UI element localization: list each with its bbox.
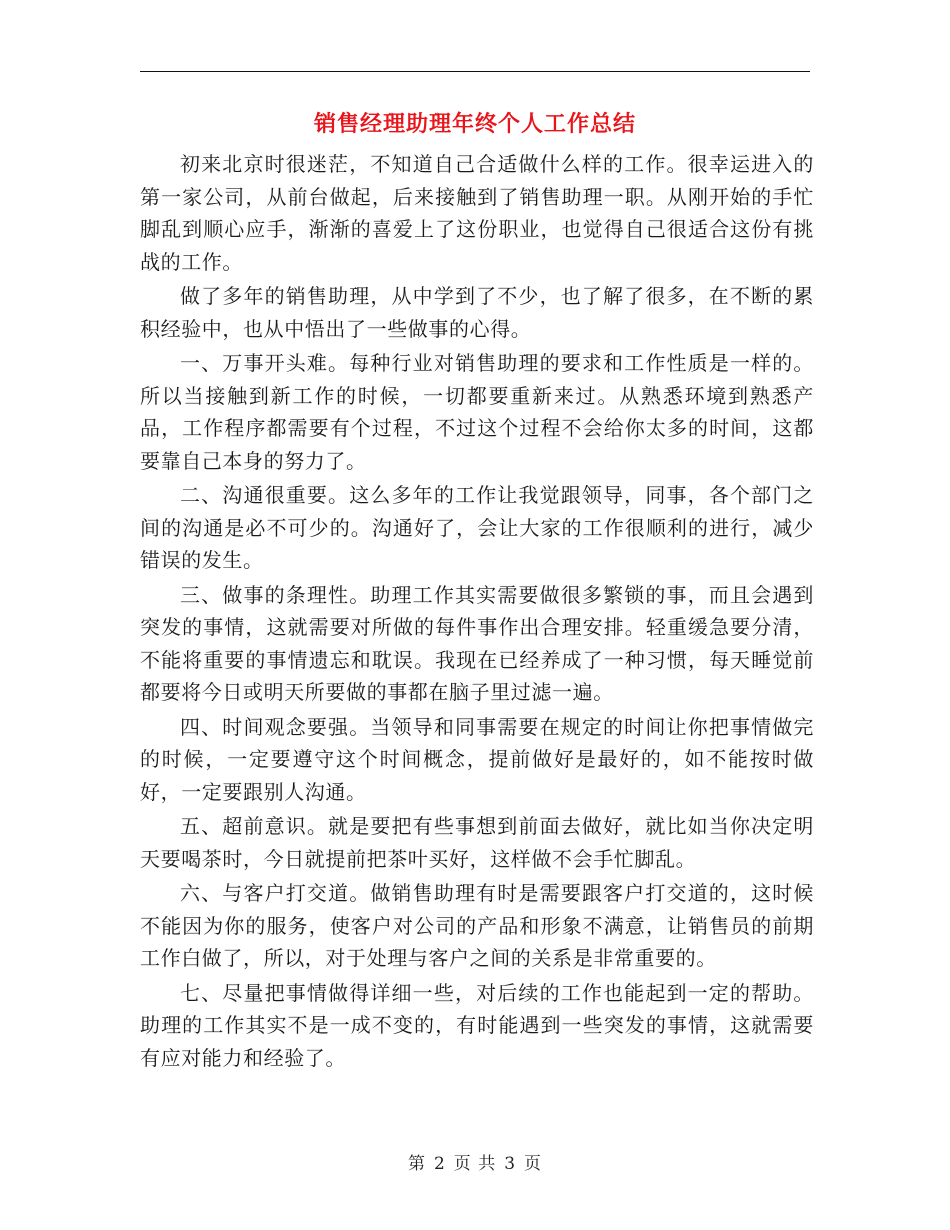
footer-suffix: 页: [524, 1154, 543, 1174]
header-rule: [140, 71, 810, 72]
paragraph-intro: 初来北京时很迷茫，不知道自己合适做什么样的工作。很幸运进入的第一家公司，从前台做起，后来接触到了销售助理一职。从刚开始的手忙脚乱到顺心应手，渐渐的喜爱上了这份职业，也觉得自己很适合这份有挑战的工作。: [140, 152, 814, 274]
paragraph-point-1: 一、万事开头难。每种行业对销售助理的要求和工作性质是一样的。所以当接触到新工作的时候，一切都要重新来过。从熟悉环境到熟悉产品，工作程序都需要有个过程，不过这个过程不会给你太多的时间，这都要靠自己本身的努力了。: [140, 351, 814, 473]
document-body: [140, 148, 814, 1076]
document-title: 销售经理助理年终个人工作总结: [313, 111, 636, 137]
paragraph-point-6: 六、与客户打交道。做销售助理有时是需要跟客户打交道的，这时候不能因为你的服务，使客户对公司的产品和形象不满意，让销售员的前期工作白做了，所以，对于处理与客户之间的关系是非常重要的。: [140, 881, 814, 970]
paragraph-point-4: 四、时间观念要强。当领导和同事需要在规定的时间让你把事情做完的时候，一定要遵守这个时间概念，提前做好是最好的，如不能按时做好，一定要跟别人沟通。: [140, 714, 814, 804]
footer-current-page: 2: [433, 1154, 446, 1174]
paragraph-experience: 做了多年的销售助理，从中学到了不少，也了解了很多，在不断的累积经验中，也从中悟出了一些做事的心得。: [140, 284, 814, 341]
paragraph-point-5: 五、超前意识。就是要把有些事想到前面去做好，就比如当你决定明天要喝茶时，今日就提前把茶叶买好，这样做不会手忙脚乱。: [140, 814, 814, 871]
footer-middle: 页 共: [453, 1154, 497, 1174]
paragraph-point-7: 七、尽量把事情做得详细一些，对后续的工作也能起到一定的帮助。助理的工作其实不是一成不变的，有时能遇到一些突发的事情，这就需要有应对能力和经验了。: [140, 980, 814, 1070]
page-footer: [0, 1152, 950, 1176]
footer-prefix: 第: [407, 1154, 426, 1174]
footer-total-pages: 3: [504, 1154, 517, 1174]
paragraph-point-3: 三、做事的条理性。助理工作其实需要做很多繁锁的事，而且会遇到突发的事情，这就需要对所做的每件事作出合理安排。轻重缓急要分清，不能将重要的事情遗忘和耽误。我现在已经养成了一种习惯，每天睡觉前都要将今日或明天所要做的事都在脑子里过滤一遍。: [140, 582, 814, 704]
paragraph-point-2: 二、沟通很重要。这么多年的工作让我觉跟领导，同事，各个部门之间的沟通是必不可少的。沟通好了，会让大家的工作很顺利的进行，减少错误的发生。: [140, 483, 814, 572]
